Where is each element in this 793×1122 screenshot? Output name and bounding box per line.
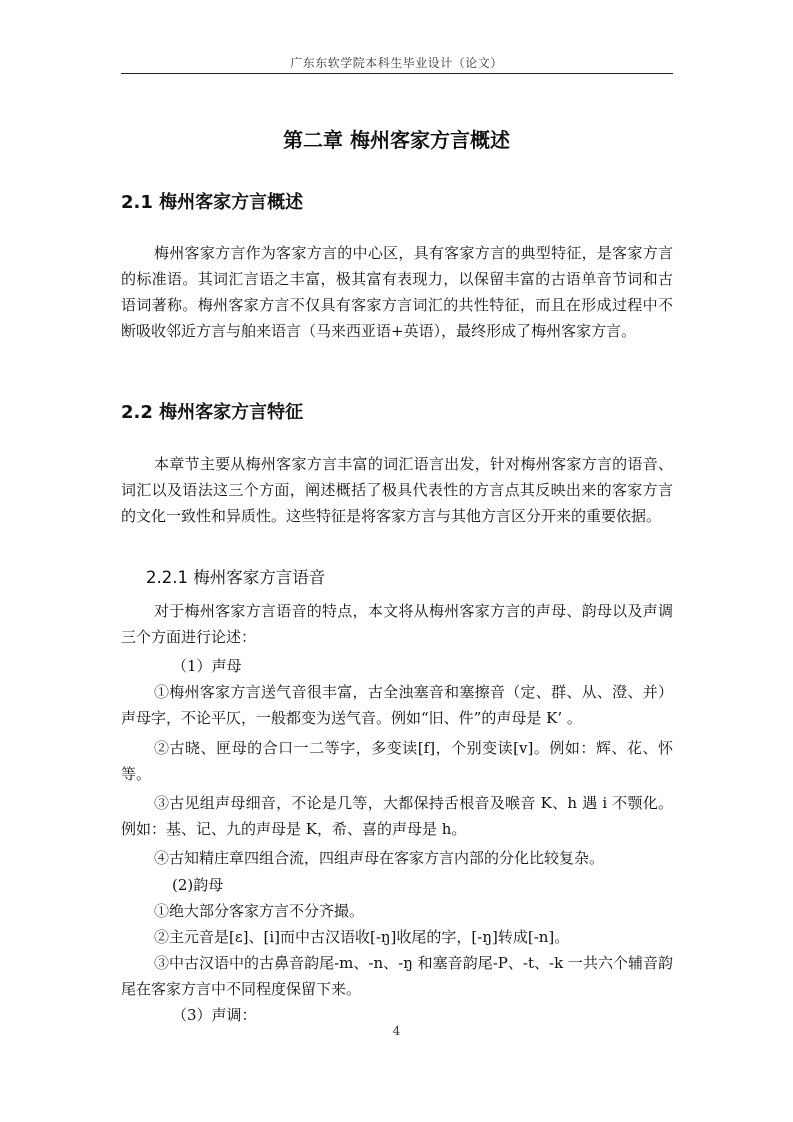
finals-item-3: ③中古汉语中的古鼻音韵尾-m、-n、-ŋ 和塞音韵尾-P、-t、-k 一共六个辅音韵尾在客家方言中不同程度保留下来。 xyxy=(121,954,673,998)
tones-label: （3）声调： xyxy=(172,1006,257,1024)
initials-item-3: ③古见组声母细音，不论是几等，大都保持舌根音及喉音 K、h 遇 i 不颚化。例如：基、记、九的声母是 K，希、喜的声母是 h。 xyxy=(121,794,673,838)
running-header: 广东东软学院本科生毕业设计（论文） xyxy=(290,56,503,70)
header-rule xyxy=(121,73,673,74)
section-2-2-1-heading: 2.2.1 梅州客家方言语音 xyxy=(146,568,326,587)
section-2-1-heading: 2.1 梅州客家方言概述 xyxy=(121,192,304,213)
finals-label: (2)韵母 xyxy=(172,876,224,894)
chapter-title: 第二章 梅州客家方言概述 xyxy=(283,128,510,152)
page-number: 4 xyxy=(392,1024,401,1038)
section-2-2-paragraph: 本章节主要从梅州客家方言丰富的词汇语言出发，针对梅州客家方言的语音、词汇以及语法这三个方面，阐述概括了极具代表性的方言点其反映出来的客家方言的文化一致性和异质性。这些特征是将客家方言与其他方言区分开来的重要依据。 xyxy=(121,455,673,525)
initials-label: （1）声母 xyxy=(172,657,242,675)
phonetics-intro: 对于梅州客家方言语音的特点，本文将从梅州客家方言的声母、韵母以及声调三个方面进行论述： xyxy=(121,602,673,646)
finals-item-1: ①绝大部分客家方言不分齐撮。 xyxy=(154,902,365,920)
section-2-1-paragraph: 梅州客家方言作为客家方言的中心区，具有客家方言的典型特征，是客家方言的标准语。其词汇言语之丰富，极其富有表现力，以保留丰富的古语单音节词和古语词著称。梅州客家方言不仅具有客家方言词汇的共性特征，而且在形成过程中不断吸收邻近方言与舶来语言（马来西亚语+英语），最终形成了梅州客家方言。 xyxy=(121,244,673,340)
initials-item-4: ④古知精庄章四组合流，四组声母在客家方言内部的分化比较复杂。 xyxy=(154,849,605,867)
initials-item-1: ①梅州客家方言送气音很丰富，古全浊塞音和塞擦音（定、群、从、澄、并）声母字，不论平仄，一般都变为送气音。例如“旧、件”的声母是 K’ 。 xyxy=(121,683,673,727)
initials-item-2: ②古晓、匣母的合口一二等字，多变读[f]，个别变读[v]。例如：辉、花、怀等。 xyxy=(121,739,673,783)
section-2-2-heading: 2.2 梅州客家方言特征 xyxy=(121,402,304,423)
finals-item-2: ②主元音是[ɛ]、[i]而中古汉语收[-ŋ]收尾的字，[-ŋ]转成[-n]。 xyxy=(154,928,570,946)
